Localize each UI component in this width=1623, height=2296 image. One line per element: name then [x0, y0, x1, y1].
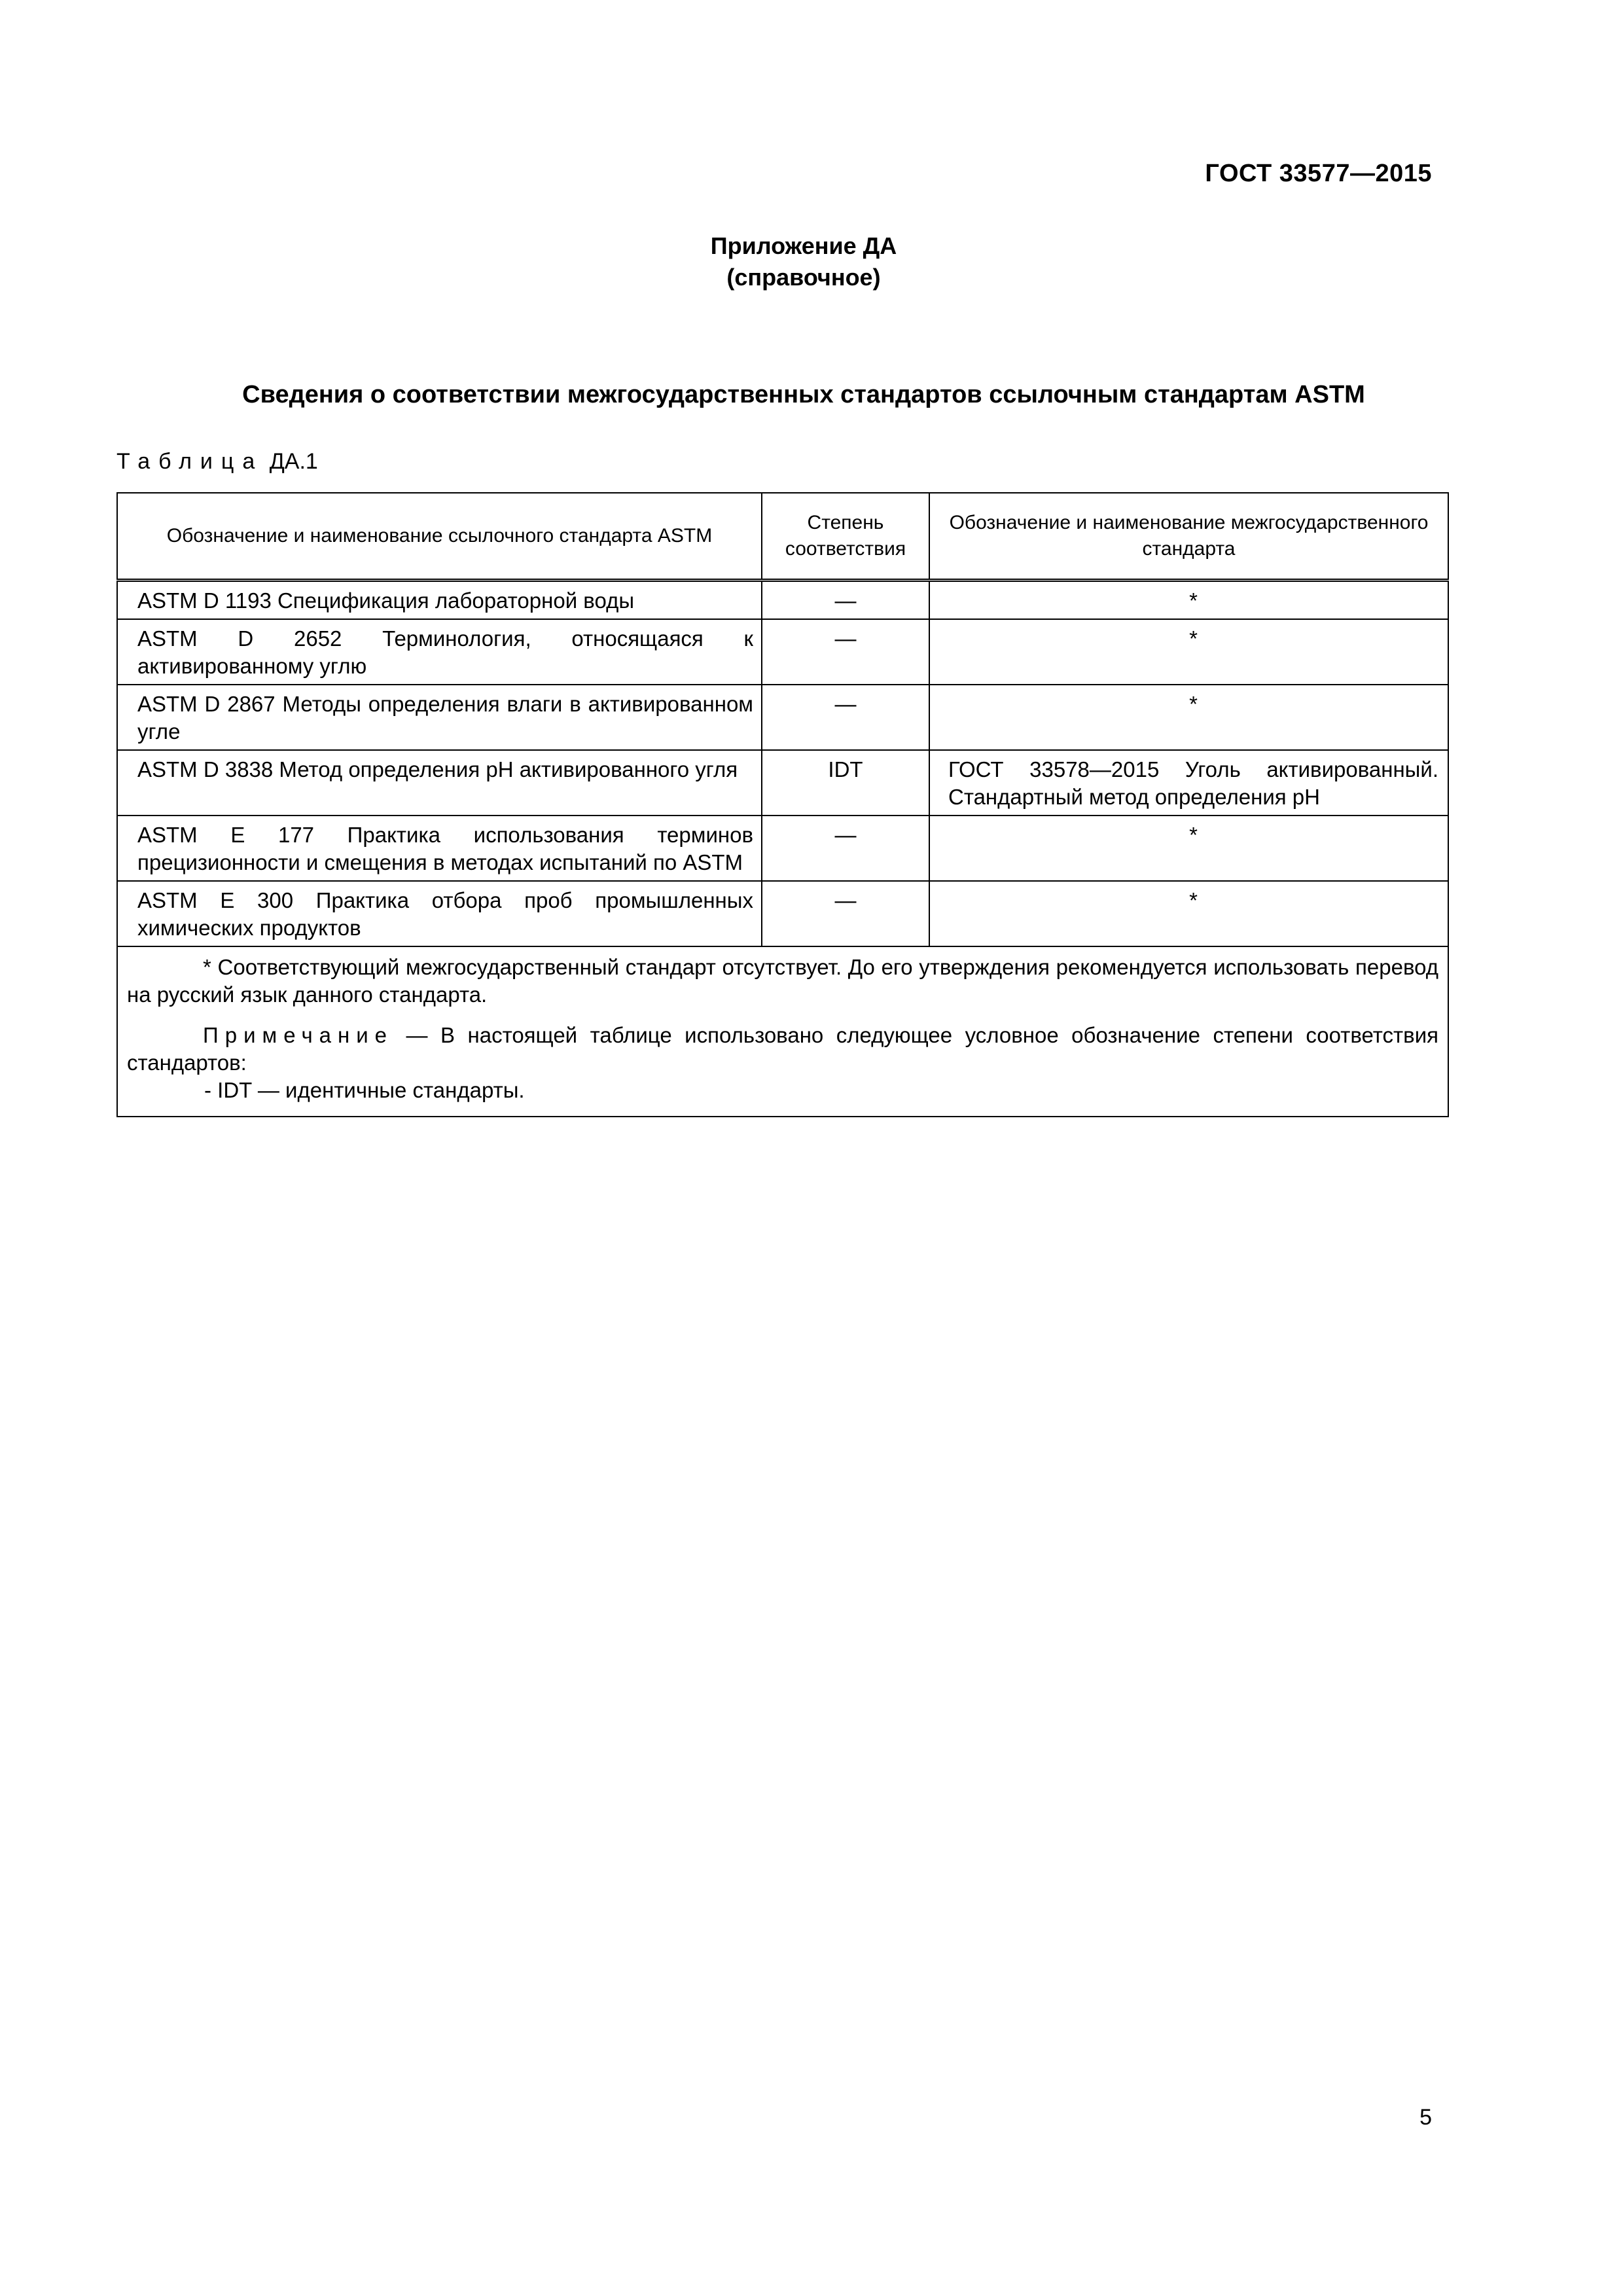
table-caption-label: Таблица — [116, 449, 264, 474]
table-footer-row — [117, 946, 1448, 1117]
table-header-row — [117, 493, 1448, 581]
header-degree: Степень соответствия — [762, 493, 929, 581]
annex-subtitle: (справочное) — [726, 264, 881, 291]
note-text: — В настоящей таблице использовано следующее условное обозначение степени соответствия стандартов: — [127, 1023, 1438, 1075]
document-code: ГОСТ 33577—2015 — [1205, 160, 1432, 187]
degree-cell: — — [762, 581, 929, 620]
table-row — [117, 619, 1448, 685]
header-gost: Обозначение и наименование межгосударственного стандарта — [929, 493, 1448, 581]
astm-standard-cell: ASTM D 1193 Спецификация лабораторной воды — [117, 581, 762, 620]
header-astm: Обозначение и наименование ссылочного стандарта ASTM — [117, 493, 762, 581]
gost-standard-cell: * — [929, 881, 1448, 946]
degree-cell: — — [762, 881, 929, 946]
table-caption-number: ДА.1 — [269, 449, 318, 474]
note-label: Примечание — [203, 1023, 394, 1047]
degree-cell: IDT — [762, 750, 929, 816]
section-title-text: Сведения о соответствии межгосударственных стандартов ссылочным стандартам ASTM — [242, 381, 1365, 408]
astm-standard-cell: ASTM E 300 Практика отбора проб промышленных химических продуктов — [117, 881, 762, 946]
gost-standard-cell: * — [929, 816, 1448, 881]
table-row — [117, 816, 1448, 881]
astm-standard-cell: ASTM D 2867 Методы определения влаги в активированном угле — [117, 685, 762, 750]
gost-standard-cell: ГОСТ 33578—2015 Уголь активированный. Стандартный метод определения pH — [929, 750, 1448, 816]
astm-standard-cell: ASTM E 177 Практика использования терминов прецизионности и смещения в методах испытаний по ASTM — [117, 816, 762, 881]
gost-standard-cell: * — [929, 619, 1448, 685]
astm-standard-cell: ASTM D 2652 Терминология, относящаяся к активированному углю — [117, 619, 762, 685]
table-row — [117, 685, 1448, 750]
degree-cell: — — [762, 816, 929, 881]
standards-table — [116, 492, 1449, 1117]
annex-heading — [0, 230, 1623, 293]
table-row — [117, 750, 1448, 816]
annex-title: Приложение ДА — [710, 232, 897, 259]
page-number: 5 — [1419, 2105, 1432, 2130]
degree-cell: — — [762, 619, 929, 685]
gost-standard-cell: * — [929, 581, 1448, 620]
section-title — [0, 381, 1623, 409]
table-row — [117, 881, 1448, 946]
gost-standard-cell: * — [929, 685, 1448, 750]
footnote: * Соответствующий межгосударственный стандарт отсутствует. До его утверждения рекомендуется использовать перевод на русский язык данного стандарта. — [127, 955, 1438, 1007]
astm-standard-cell: ASTM D 3838 Метод определения pH активированного угля — [117, 750, 762, 816]
note-list-item: - IDT — идентичные стандарты. — [204, 1078, 525, 1102]
table-row — [117, 581, 1448, 620]
table-caption — [116, 449, 318, 475]
note — [127, 1022, 1438, 1077]
table-footnotes — [117, 946, 1448, 1117]
degree-cell: — — [762, 685, 929, 750]
